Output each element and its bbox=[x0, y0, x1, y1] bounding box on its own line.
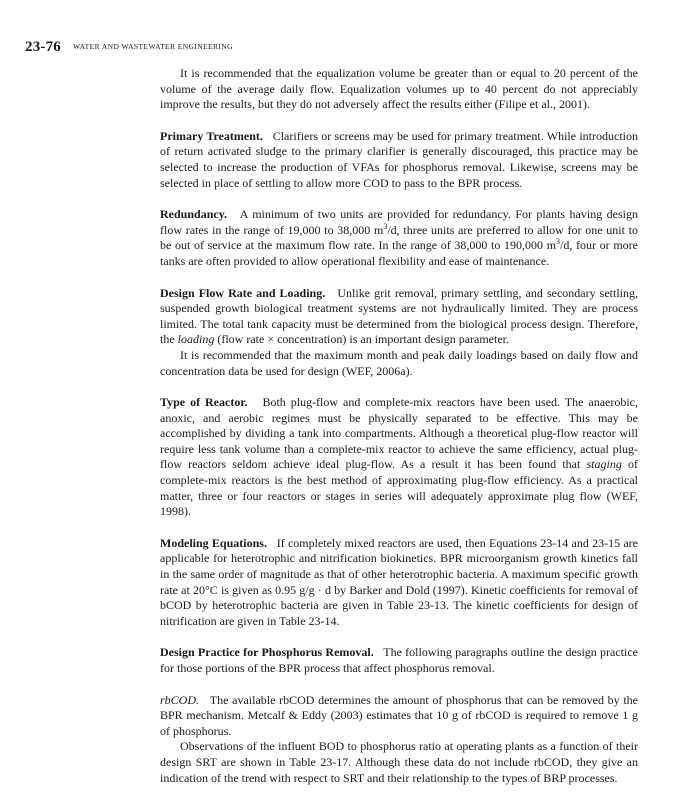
cubic-superscript-2: 3 bbox=[556, 237, 561, 247]
body-text bbox=[160, 66, 638, 786]
loading-term: loading bbox=[177, 332, 215, 347]
rbcod-text: The available rbCOD determines the amount of phosphorus that can be removed by the BPR mechanism. Metcalf & Eddy (2003) estimates that 10 g of rbCOD is required to remove 1 g of phosphorus. bbox=[160, 692, 638, 738]
redundancy-text-1: A minimum of two units are provided for redundancy. For plants having design flow rates in the range of 19,000 to 38,000 m bbox=[160, 207, 638, 237]
primary-treatment-heading: Primary Treatment. bbox=[160, 128, 263, 143]
rbcod-para-2-text: Observations of the influent BOD to phosphorus ratio at operating plants as a function of their design SRT are shown in Table 23-17. Although these data do not include rbCOD, they give an indication of the trend with respect to SRT and their relationship to the types of BRP processes. bbox=[160, 739, 638, 785]
modeling-equations-heading: Modeling Equations. bbox=[160, 535, 267, 550]
rbcod-paragraph-2 bbox=[160, 739, 638, 786]
reactor-type-text-2: of complete-mix reactors is the best method of approximating plug-flow efficiency. As a practical matter, three or four reactors or stages in series will adequately approximate plug flow (WEF, 1998). bbox=[160, 457, 639, 519]
reactor-type-paragraph bbox=[160, 395, 638, 520]
design-flow-paragraph bbox=[160, 286, 638, 348]
design-practice-text: The following paragraphs outline the design practice for those portions of the BPR process that affect phosphorus removal. bbox=[160, 645, 639, 675]
design-practice-heading: Design Practice for Phosphorus Removal. bbox=[160, 645, 374, 660]
design-practice-paragraph bbox=[160, 645, 638, 676]
primary-treatment-text: Clarifiers or screens may be used for primary treatment. While introduction of return activated sludge to the primary clarifier is generally discouraged, this practice may be selected to increase the production of VFAs for phosphorus removal. Likewise, screens may be selected in place of settling to allow more COD to pass to the BPR process. bbox=[160, 128, 638, 190]
design-flow-text-2: (flow rate × concentration) is an important design parameter. bbox=[217, 332, 510, 347]
intro-paragraph bbox=[160, 66, 638, 113]
design-flow-heading: Design Flow Rate and Loading. bbox=[160, 285, 326, 300]
redundancy-paragraph bbox=[160, 207, 638, 269]
page-number: 23-76 bbox=[25, 39, 61, 55]
cubic-superscript-1: 3 bbox=[383, 221, 388, 231]
primary-treatment-paragraph bbox=[160, 129, 638, 191]
design-flow-paragraph-2 bbox=[160, 348, 638, 379]
redundancy-text-3: /d, four or more tanks are often provided to allow operational flexibility and ease of maintenance. bbox=[160, 238, 638, 268]
intro-text: It is recommended that the equalization volume be greater than or equal to 20 percent of the volume of the average daily flow. Equalization volumes up to 40 percent do not appreciably improve the results, but they do not adversely affect the results either (Filipe et al., 2001). bbox=[160, 66, 638, 112]
modeling-equations-text: If completely mixed reactors are used, then Equations 23-14 and 23-15 are applicable for heterotrophic and nitrification biokinetics. BPR microorganism growth kinetics fall in the same order of magnitude as that of other heterotrophic bacteria. A maximum specific growth rate at 20°C is given as 0.95 g/g · d by Barker and Dold (1997). Kinetic coefficients for removal of bCOD by heterotrophic bacteria are given in Table 23-13. The kinetic coefficients for design of nitrification are given in Table 23-14. bbox=[160, 535, 638, 628]
design-flow-text-1: Unlike grit removal, primary settling, and secondary settling, suspended growth biological treatment systems are not hydraulically limited. They are process limited. The total tank capacity must be determined from the biological process design. Therefore, the bbox=[160, 285, 639, 347]
rbcod-paragraph bbox=[160, 693, 638, 740]
modeling-equations-paragraph bbox=[160, 536, 638, 630]
staging-term: staging bbox=[586, 457, 622, 472]
redundancy-heading: Redundancy. bbox=[160, 207, 228, 222]
redundancy-text-2: /d, three units are preferred to allow for one unit to be out of service at the maximum flow rate. In the range of 38,000 to 190,000 m bbox=[160, 222, 638, 253]
page-header bbox=[25, 38, 233, 56]
running-title: WATER AND WASTEWATER ENGINEERING bbox=[73, 42, 233, 51]
reactor-type-heading: Type of Reactor. bbox=[160, 395, 248, 410]
design-flow-para-2-text: It is recommended that the maximum month and peak daily loadings based on daily flow and concentration data be used for design (WEF, 2006a). bbox=[160, 347, 638, 378]
reactor-type-text-1: Both plug-flow and complete-mix reactors have been used. The anaerobic, anoxic, and aerobic regimes must be physically separated to be effective. This may be accomplished by dividing a tank into compartments. Although a theoretical plug-flow reactor will require less tank volume than a complete-mix reactor to achieve the same efficiency, actual plug-flow reactors seldom achieve ideal plug-flow. As a result it has been found that bbox=[160, 395, 639, 472]
rbcod-heading: rbCOD. bbox=[160, 692, 200, 707]
